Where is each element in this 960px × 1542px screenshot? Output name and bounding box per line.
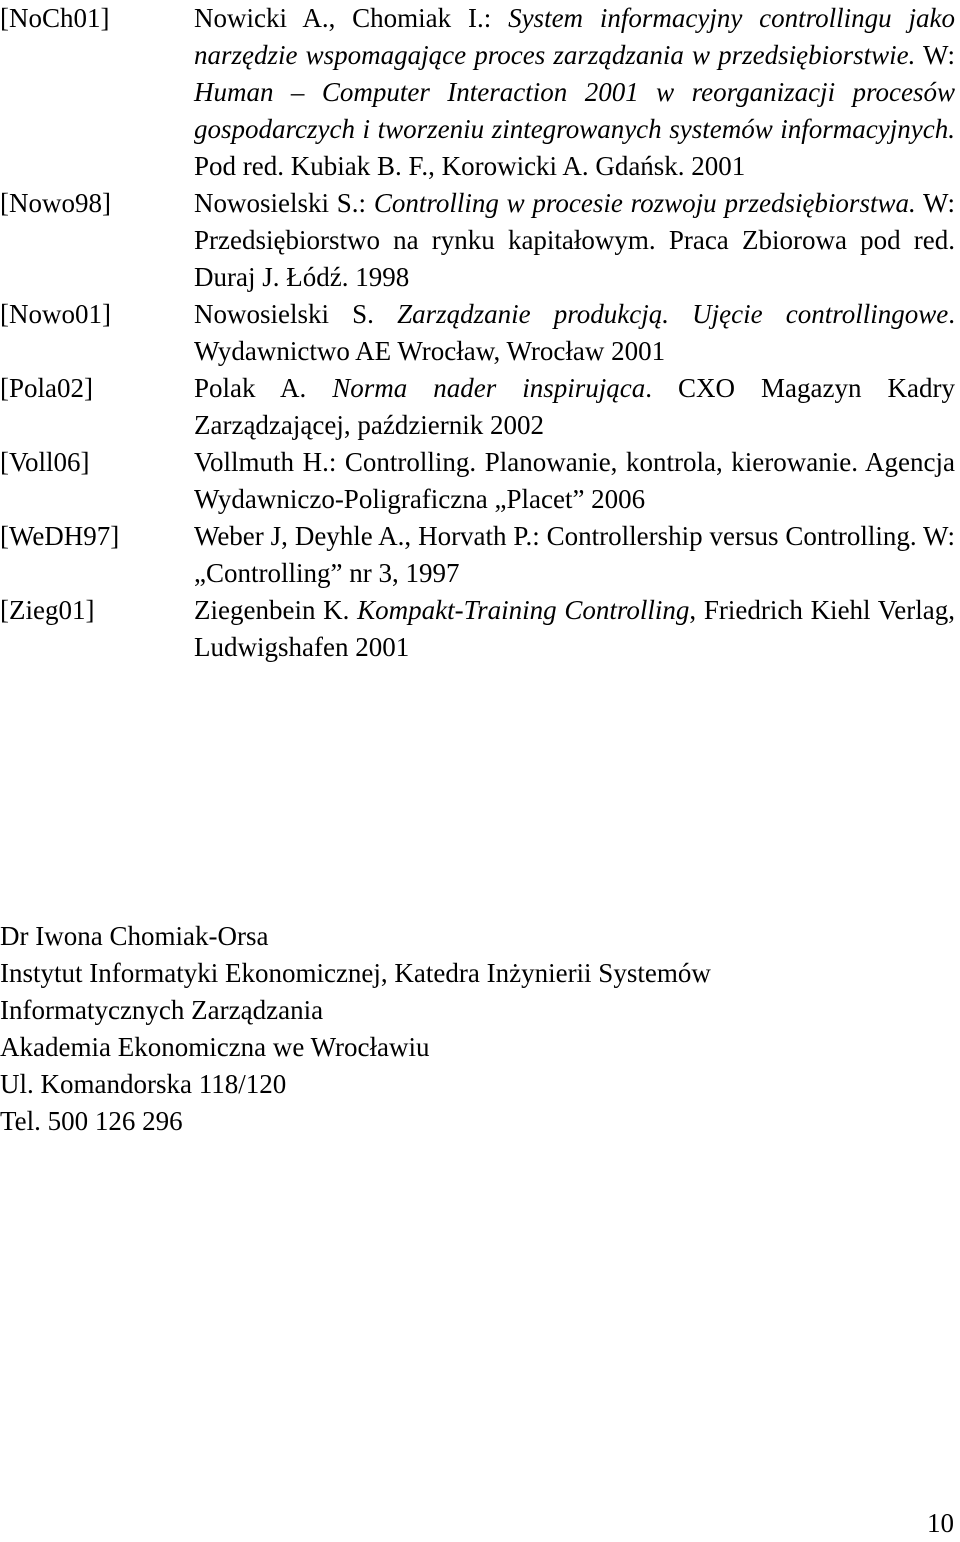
reference-part: , Friedrich Kiehl Verlag, Ludwigshafen 2001 bbox=[194, 595, 955, 662]
reference-key: [Voll06] bbox=[0, 447, 90, 477]
reference-part: Polak A. bbox=[194, 373, 333, 403]
reference-title: Human – Computer Interaction 2001 w reorganizacji procesów gospodarczych i tworzeniu zintegrowanych systemów informacyjnych. bbox=[194, 77, 955, 144]
reference-part: Ziegenbein K. bbox=[194, 595, 358, 625]
author-phone: Tel. 500 126 296 bbox=[0, 1106, 183, 1136]
reference-text bbox=[194, 185, 955, 296]
reference-entry bbox=[0, 0, 960, 185]
reference-part: Nowosielski S.: bbox=[194, 188, 374, 218]
reference-part: Vollmuth H.: Controlling. Planowanie, kontrola, kierowanie. Agencja Wydawniczo-Poligraficzna „Placet” 2006 bbox=[194, 447, 955, 514]
reference-list bbox=[0, 0, 960, 666]
reference-entry bbox=[0, 296, 960, 370]
author-contact bbox=[0, 918, 960, 1140]
reference-text bbox=[194, 370, 955, 444]
reference-text bbox=[194, 296, 955, 370]
reference-entry bbox=[0, 370, 960, 444]
reference-text bbox=[194, 592, 955, 666]
reference-key: [WeDH97] bbox=[0, 521, 120, 551]
reference-title: Controlling w procesie rozwoju przedsiębiorstwa. bbox=[373, 188, 916, 218]
reference-entry bbox=[0, 444, 960, 518]
author-street: Ul. Komandorska 118/120 bbox=[0, 1069, 287, 1099]
reference-part: . CXO Magazyn Kadry Zarządzającej, październik 2002 bbox=[194, 373, 955, 440]
reference-title: Norma nader inspirująca bbox=[332, 373, 646, 403]
reference-text bbox=[194, 0, 955, 185]
reference-key: [Nowo98] bbox=[0, 188, 111, 218]
reference-key: [Nowo01] bbox=[0, 299, 111, 329]
reference-title: System informacyjny controllingu jako narzędzie wspomagające proces zarządzania w przedsiębiorstwie. bbox=[194, 3, 956, 70]
reference-title: Zarządzanie produkcją. Ujęcie controllingowe bbox=[397, 299, 949, 329]
author-university: Akademia Ekonomiczna we Wrocławiu bbox=[0, 1032, 430, 1062]
reference-title: Kompakt-Training Controlling bbox=[357, 595, 690, 625]
reference-part: W: bbox=[915, 40, 955, 70]
author-name: Dr Iwona Chomiak-Orsa bbox=[0, 921, 269, 951]
reference-key: [Zieg01] bbox=[0, 595, 95, 625]
author-affiliation: Instytut Informatyki Ekonomicznej, Katedra Inżynierii Systemów bbox=[0, 958, 711, 988]
reference-text bbox=[194, 518, 955, 592]
reference-text bbox=[194, 444, 955, 518]
author-affiliation-cont: Informatycznych Zarządzania bbox=[0, 995, 324, 1025]
reference-part: Weber J, Deyhle A., Horvath P.: Controllership versus Controlling. W: „Controlling” nr 3, 1997 bbox=[194, 521, 955, 588]
reference-entry bbox=[0, 185, 960, 296]
reference-entry bbox=[0, 592, 960, 666]
reference-part: W: Przedsiębiorstwo na rynku kapitałowym. Praca Zbiorowa pod red. Duraj J. Łódź. 1998 bbox=[194, 188, 955, 292]
page-number: 10 bbox=[927, 1508, 954, 1538]
reference-part: Nowosielski S. bbox=[194, 299, 398, 329]
reference-key: [NoCh01] bbox=[0, 3, 110, 33]
reference-part: Pod red. Kubiak B. F., Korowicki A. Gdańsk. 2001 bbox=[194, 151, 746, 181]
reference-entry bbox=[0, 518, 960, 592]
reference-key: [Pola02] bbox=[0, 373, 93, 403]
reference-part: Nowicki A., Chomiak I.: bbox=[194, 3, 509, 33]
reference-part: . Wydawnictwo AE Wrocław, Wrocław 2001 bbox=[194, 299, 955, 366]
